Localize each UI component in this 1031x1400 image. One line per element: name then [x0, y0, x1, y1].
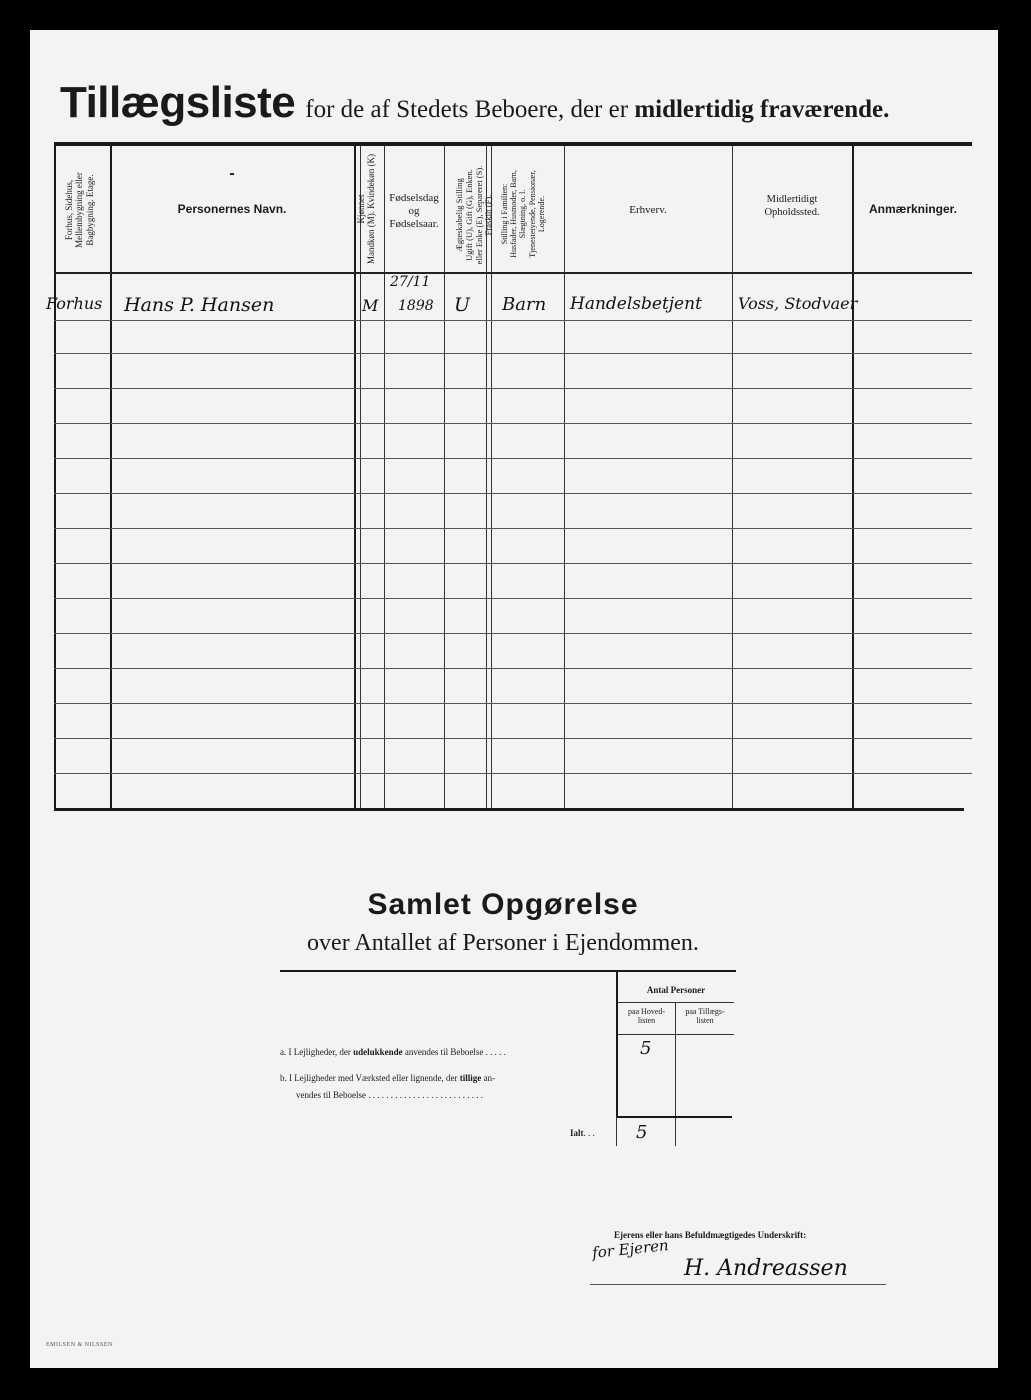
entry-birth-year: 1898: [398, 298, 434, 314]
col-header-occupation: Erhverv.: [629, 204, 667, 216]
summary-subtitle: over Antallet af Personer i Ejendommen.: [307, 930, 699, 956]
entry-occupation: Handelsbetjent: [570, 294, 702, 314]
summary-total-col-border: [616, 1116, 617, 1146]
total-dots: . . .: [583, 1128, 595, 1138]
row-a-prefix: a. I Lejligheder, der: [280, 1047, 351, 1057]
row-border: [54, 773, 972, 774]
summary-row-b-line2: vendes til Beboelse . . . . . . . . . . . . . . . . . . . . . . . . . .: [296, 1090, 483, 1100]
col-header-birth-c: Fødselsaar.: [389, 218, 439, 231]
row-border: [54, 458, 972, 459]
summary-total-value: 5: [636, 1122, 648, 1143]
subtitle-part2: midlertidig fraværende.: [634, 96, 890, 123]
row-border: [54, 388, 972, 389]
table-bottom-rule: [54, 808, 964, 811]
summary-col-b: paa Tillægs- listen: [685, 1007, 725, 1025]
row-border: [54, 598, 972, 599]
summary-total-border: [616, 1116, 732, 1118]
entry-temporary-location: Voss, Stodvaer: [738, 294, 858, 313]
signature-line2: H. Andreassen: [684, 1256, 848, 1281]
col-header-birth-a: Fødselsdag: [389, 192, 439, 204]
row-border: [54, 353, 972, 354]
col-header-remarks: Anmærkninger.: [868, 202, 958, 216]
form-title: Tillægsliste: [60, 78, 296, 127]
row-border: [54, 738, 972, 739]
summary-row-a-value: 5: [640, 1038, 652, 1059]
row-border: [54, 528, 972, 529]
summary-header-border: [618, 1034, 734, 1035]
col-border: [384, 146, 385, 808]
row-border: [54, 703, 972, 704]
entry-name: Hans P. Hansen: [124, 294, 275, 316]
signature-line1: for Ejeren: [591, 1236, 670, 1262]
col-header-birth: [384, 192, 444, 232]
summary-subheader-border: [618, 1002, 734, 1003]
row-b-prefix: b. I Lejligheder med Værksted eller lignende, der: [280, 1073, 458, 1083]
row-border: [54, 320, 972, 321]
printer-imprint: EMILSEN & NILSSEN: [46, 1342, 113, 1348]
summary-row-b: [280, 1073, 495, 1083]
col-header-sex: Kjønnet Mandkøn (M). Kvindekøn (K): [356, 154, 377, 264]
col-header-location-b: Opholdssted.: [764, 206, 820, 218]
form-header: [60, 78, 980, 138]
signature-label: Ejerens eller hans Befuldmægtigedes Underskrift:: [614, 1230, 807, 1240]
entry-birth-daymonth: 27/11: [390, 274, 431, 290]
col-header-location-a: Midlertidigt: [766, 194, 818, 205]
col-border: [732, 146, 733, 808]
summary-rule: [280, 970, 736, 972]
row-border: [54, 633, 972, 634]
row-b-bold: tillige: [459, 1073, 482, 1083]
row-a-suffix: anvendes til Beboelse . . . . .: [404, 1047, 506, 1057]
residents-table: [46, 146, 972, 808]
entry-family-position: Barn: [502, 294, 547, 315]
col-header-name: Personernes Navn.: [177, 202, 287, 216]
entry-marital: U: [454, 294, 471, 316]
subtitle-part1: for de af Stedets Beboere, der er: [305, 96, 629, 123]
summary-col-header: Antal Personer: [646, 985, 706, 995]
col-border: [444, 146, 445, 808]
signature-rule: [590, 1284, 886, 1285]
row-a-bold: udelukkende: [353, 1047, 403, 1057]
total-label: Ialt: [570, 1128, 584, 1138]
col-border: [54, 146, 56, 808]
col-header-building: Forhus, Sidehus, Mellembygning eller Bagbygning. Etage.: [64, 172, 95, 248]
entry-sex: M: [362, 296, 379, 315]
row-border: [54, 423, 972, 424]
col-header-birth-b: og: [408, 205, 420, 218]
row-border: [54, 563, 972, 564]
col-border: [852, 146, 854, 808]
col-header-family: Stilling i Familien: Husfader, Husmoder, Barn, Slægtning, o. l. Tjenestetyende, Pensionær, Logerende.: [500, 170, 546, 258]
col-header-marital: Ægteskabelig Stilling Ugift (U), Gift (G), Enken. eller Enke (E), Separeret (S). Fraskilt (F).: [454, 165, 494, 265]
row-border: [54, 668, 972, 669]
col-border: [564, 146, 565, 808]
col-header-location: [732, 194, 852, 219]
col-border: [110, 146, 112, 808]
col-header-name-mark: -: [229, 165, 235, 182]
summary-title: Samlet Opgørelse: [367, 888, 639, 921]
summary-row-a: [280, 1047, 506, 1057]
row-b-suffix: an-: [483, 1073, 496, 1083]
summary-total: [570, 1128, 595, 1138]
entry-building: Forhus: [46, 294, 103, 313]
row-border: [54, 493, 972, 494]
summary-col-a: paa Hoved- listen: [627, 1007, 666, 1025]
form-subtitle: [305, 96, 889, 123]
